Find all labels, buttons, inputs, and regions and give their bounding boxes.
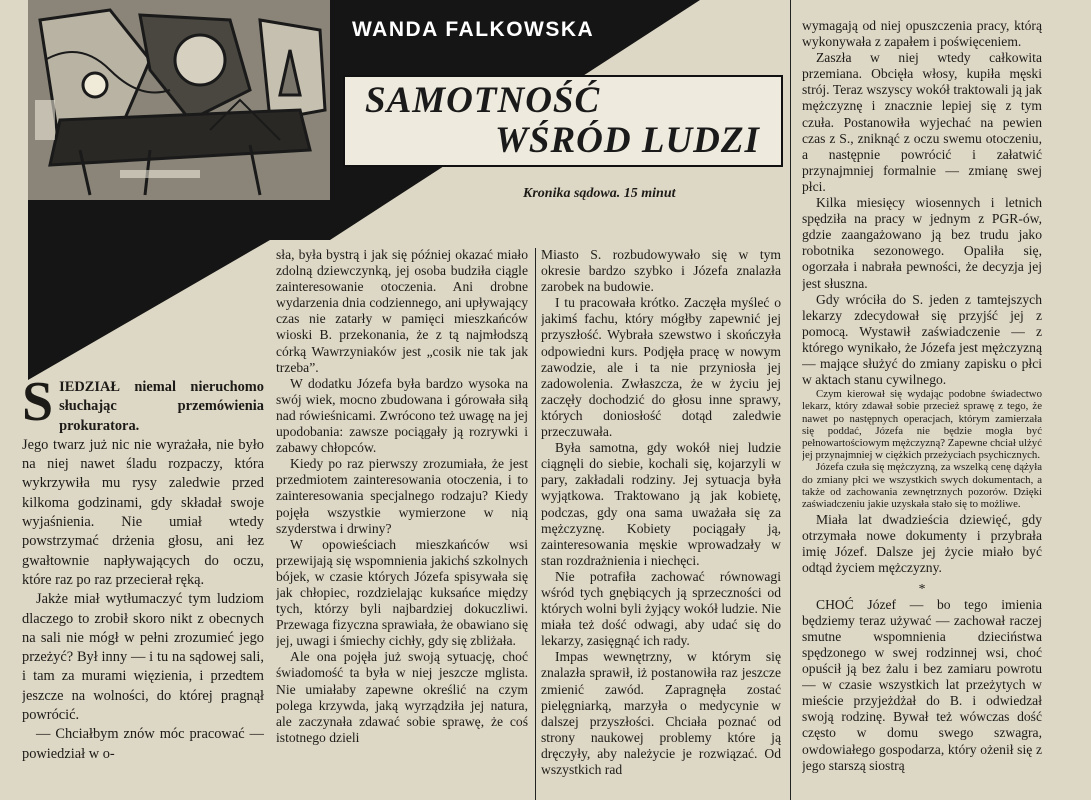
paragraph: Zaszła w niej wtedy całkowita przemiana. Obcięła włosy, kupiła męski strój. Teraz wszyscy wokół traktowali ją jak mężczyznę i znacznie lepiej się z tym czuła. Postanowiła wyjechać na pewien czas z S., zniknąć z oczu swemu otoczeniu, a następnie powrócić i załatwić przynajmniej formalnie — zmianę swej płci. [802,50,1042,194]
column-4 [802,18,1042,800]
column-rule [790,0,791,800]
title-line-1: SAMOTNOŚĆ [365,80,601,121]
paragraph: Miasto S. rozbudowywało się w tym okresie bardzo szybko i Józefa znalazła zarobek na budowie. [541,247,781,295]
paragraph: Kiedy po raz pierwszy zrozumiała, że jest przedmiotem zainteresowania otoczenia, i to zainteresowania specjalnego rodzaju? Kiedy pojęła wszystkie wymierzone w nią szyderstwa i drwiny? [276,456,528,536]
paragraph: Ale ona pojęła już swoją sytuację, choć świadomość ta była w niej jeszcze mglista. Nie umiałaby zapewne określić na czym polega krzywda, jaką wyrządziła jej natura, ale zaczynała zdawać sobie sprawę, że coś istotnego dzieli [276,649,528,745]
paragraph: Jakże miał wytłumaczyć tym ludziom dlaczego to zrobił skoro nikt z obecnych na sali nie mógł w pełni zrozumieć jego przeżyć? Był inny — i tu na sądowej sali, i tam za murami więzienia, i przedtem jeszcze na wolności, do której pragnął powrócić. [22,591,264,724]
small-paragraph: Czym kierował się wydając podobne świadectwo lekarz, który zdawał sobie przecież sprawę z tego, że nawet po następnych operacjach, którym zamierzała się poddać, Józefa nie będzie mogła być pełnowartościowym mężczyzną? Zapewne chciał ulżyć jej przynajmniej w ciężkich przeżyciach psychicznych. [802,388,1042,462]
drop-cap: S [22,378,54,433]
paragraph: Nie potrafiła zachować równowagi wśród tych gnębiących ją sprzeczności od których wolni byli żyjący wokół ludzie. Nie miała też dość odwagi, aby udać się do lekarzy, zasięgnąć ich rady. [541,568,781,649]
title-line-2: WŚRÓD LUDZI [495,120,760,161]
lead-text: IEDZIAŁ niemal nieruchomo słuchając przemówienia prokuratora. [59,379,264,434]
paragraph: W opowieściach mieszkańców wsi przewijają się wspomnienia jakichś szkolnych bójek, w czasie których Józefa spisywała się jak chłopiec, rozdzielając kuksańce między tych, którzy byli najbardziej dokuczliwi. Przewaga fizyczna sprawiała, że obawiano się jej, uwagi i śmiechy cichły, gdy się zbliżała. [276,536,528,649]
paragraph: wymagają od niej opuszczenia pracy, którą wykonywała z zapałem i poświęceniem. [802,18,1042,50]
author-name: WANDA FALKOWSKA [352,18,595,41]
paragraph: I tu pracowała krótko. Zaczęła myśleć o jakimś fachu, który mógłby zapewnić jej przyszłość. Wybrała szewstwo i skończyła odpowiedni kurs. Podjęła pracę w nowym zawodzie, ale i ta nie przyniosła jej zadowolenia. Zwłaszcza, że w życiu jej zaczęły dochodzić do głosu inne sprawy, których doniosłość dotąd zaledwie przeczuwała. [541,295,781,440]
paragraph: sła, była bystrą i jak się później okazać miało zdolną dziewczynką, jej osoba budziła ciągle zainteresowanie otoczenia. Ani drobne wydarzenia dnia codziennego, ani upływający czas nie zatarły w pamięci mieszkańców wioski B. przekonania, że z tą najmłodszą córką Wawrzyniaków jest „cosik nie tak jak trzeba”. [276,247,528,375]
section-star: * [918,580,926,596]
paragraph: Kilka miesięcy wiosennych i letnich spędziła na pracy w jednym z PGR-ów, gdzie zaangażowano ją bez trudu jako robotnika sezonowego. Opaliła się, ogorzała i nabrała pewności, że decyzja jej jest słuszna. [802,195,1042,291]
small-paragraph: Józefa czuła się mężczyzną, za wszelką cenę dążyła do zmiany płci we wszystkich swych dokumentach, a także od zachowania zewnętrznych pozorów. Dzięki zaświadczeniu jakie uzyskała stało się to możliwe. [802,461,1042,510]
paragraph: Miała lat dwadzieścia dziewięć, gdy otrzymała nowe dokumenty i przybrała imię Józef. Dalsze jej życie miało być odtąd życiem mężczyzny. [802,512,1042,576]
paragraph: Była samotna, gdy wokół niej ludzie ciągnęli do siebie, kochali się, kojarzyli w pary, zakładali rodziny. Jej sytuacja była wyjątkowa. Traktowano ją jak kobietę, podczas, gdy ona sama uważała się za mężczyznę. Kobiety pociągały ją, zainteresowania męskie wprowadzały w stan rozdrażnienia i niechęci. [541,440,781,568]
subtitle: Kronika sądowa. 15 minut [523,186,676,201]
column-rule [535,248,536,800]
paragraph: Jego twarz już nic nie wyrażała, nie było na niej nawet śladu rozpaczy, która wykrzywiła mu rysy zaledwie przed kilkoma godzinami, gdy składał swoje wyjaśnienia. Nie umiał wtedy powstrzymać drżenia głosu, ani łez gwałtownie napływających do oczu, które raz po raz przecierał ręką. [22,436,264,588]
column-2 [276,247,528,800]
paragraph: Impas wewnętrzny, w którym się znalazła sprawił, iż postanowiła raz jeszcze zmienić zawód. Zapragnęła zostać pielęgniarką, marzyła o medycynie w dalszej przyszłości. Chciała poznać od strony naukowej problemy które ją dręczyły, aby należycie je rozwiązać. Od wszystkich rad [541,649,781,777]
column-3 [541,247,781,800]
paragraph: W dodatku Józefa była bardzo wysoka na swój wiek, mocno zbudowana i górowała siłą nad rówieśnicami. Zwrócono też uwagę na jej upodobania: zawsze pociągały ją rozrywki i zabawy chłopców. [276,375,528,456]
paragraph: CHOĆ Józef — bo tego imienia będziemy teraz używać — zachował raczej smutne wspomnienia dzieciństwa spędzonego w swej rodzinnej wsi, choć opuścił ją bez żalu i bez zamiaru powrotu — w czasie wszystkich lat przeżytych w mieście przyjeżdżał do B. i odwiedzał swoją rodzinę. Bywał też wówczas dość często w domu swego szwagra, owdowiałego gospodarza, który ożenił się z jego starszą siostrą [802,596,1042,773]
paragraph: Gdy wróciła do S. jeden z tamtejszych lekarzy zdecydował się przyjść jej z pomocą. Wystawił zaświadczenie — z którego wynikało, że Józefa jest mężczyzną — mające służyć do zmiany zapisku o płci w aktach stanu cywilnego. [802,291,1042,388]
title-box [343,75,783,167]
paragraph: — Chciałbym znów móc pracować — powiedział w o- [22,726,264,762]
column-1 [22,378,264,800]
